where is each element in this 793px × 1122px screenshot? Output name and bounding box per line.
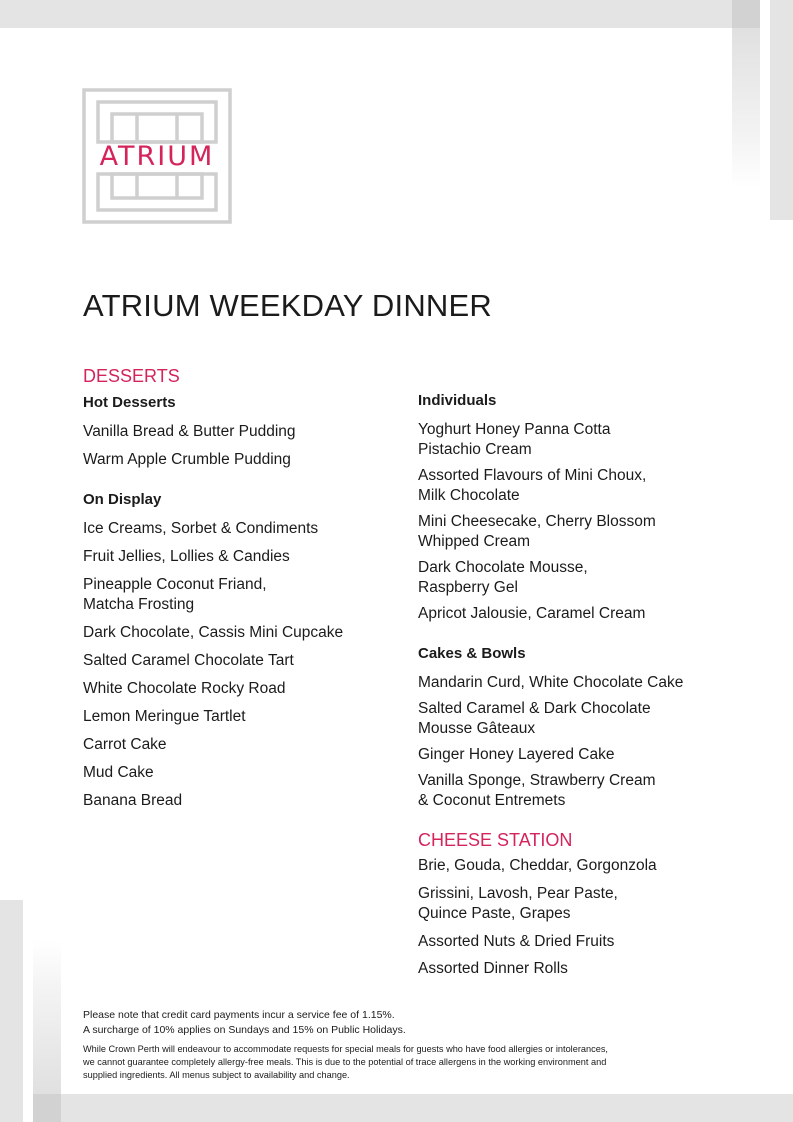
left-frame-fade (33, 940, 61, 1095)
menu-item: Carrot Cake (83, 736, 167, 753)
menu-item: Dark Chocolate Mousse, Raspberry Gel (418, 559, 588, 596)
bottom-frame-bar (33, 1094, 793, 1122)
menu-item: Fruit Jellies, Lollies & Candies (83, 548, 290, 565)
menu-item: Mandarin Curd, White Chocolate Cake (418, 674, 684, 691)
menu-item: Assorted Dinner Rolls (418, 960, 568, 977)
menu-item: Grissini, Lavosh, Pear Paste, Quince Paste, Grapes (418, 885, 618, 922)
top-frame-bar (0, 0, 760, 28)
menu-item: Banana Bread (83, 792, 183, 809)
menu-item: White Chocolate Rocky Road (83, 680, 286, 697)
menu-item: Salted Caramel & Dark Chocolate Mousse Gâteaux (418, 700, 651, 737)
allergy-disclaimer: While Crown Perth will endeavour to accommodate requests for special meals for guests who have food allergies or intolerances, we cannot guarantee completely allergy-free meals. This is due to the potential of trace allergens in the working environment and supplied ingredients. All menus subject to availability and change. (83, 1044, 608, 1080)
cheese-section-title: CHEESE STATION (418, 830, 573, 850)
top-frame-corner (732, 0, 760, 28)
menu-item: Warm Apple Crumble Pudding (83, 451, 291, 468)
menu-item: Assorted Nuts & Dried Fruits (418, 933, 615, 950)
menu-item: Lemon Meringue Tartlet (83, 708, 246, 725)
bottom-frame-corner (33, 1094, 61, 1122)
menu-item: Brie, Gouda, Cheddar, Gorgonzola (418, 857, 657, 874)
menu-item: Assorted Flavours of Mini Choux, Milk Chocolate (418, 467, 647, 504)
hot-desserts-title: Hot Desserts (83, 394, 176, 411)
menu-item: Vanilla Sponge, Strawberry Cream & Coconut Entremets (418, 772, 656, 809)
menu-item: Mini Cheesecake, Cherry Blossom Whipped Cream (418, 513, 656, 550)
logo-wordmark: ATRIUM (99, 141, 215, 172)
on-display-title: On Display (83, 491, 162, 508)
cakes-bowls-title: Cakes & Bowls (418, 645, 526, 662)
menu-item: Apricot Jalousie, Caramel Cream (418, 605, 646, 622)
left-column (83, 364, 403, 811)
menu-item: Ginger Honey Layered Cake (418, 746, 615, 763)
menu-item: Mud Cake (83, 764, 154, 781)
right-column (418, 390, 738, 979)
menu-item: Vanilla Bread & Butter Pudding (83, 423, 296, 440)
service-fee-note: Please note that credit card payments incur a service fee of 1.15%. (83, 1009, 395, 1021)
right-frame-fade (732, 28, 760, 188)
menu-item: Ice Creams, Sorbet & Condiments (83, 520, 319, 537)
menu-item: Pineapple Coconut Friand, Matcha Frosting (83, 576, 267, 613)
surcharge-note: A surcharge of 10% applies on Sundays and 15% on Public Holidays. (83, 1024, 406, 1036)
right-frame-bar (770, 0, 793, 220)
menu-item: Yoghurt Honey Panna Cotta Pistachio Cream (418, 421, 611, 458)
individuals-title: Individuals (418, 392, 497, 409)
menu-item: Dark Chocolate, Cassis Mini Cupcake (83, 624, 344, 641)
left-frame-bar (0, 900, 23, 1122)
footer-notes (83, 1008, 723, 1082)
atrium-logo (82, 88, 232, 224)
desserts-section-title: DESSERTS (83, 366, 180, 386)
menu-item: Salted Caramel Chocolate Tart (83, 652, 294, 669)
page-title: ATRIUM WEEKDAY DINNER (83, 288, 492, 323)
